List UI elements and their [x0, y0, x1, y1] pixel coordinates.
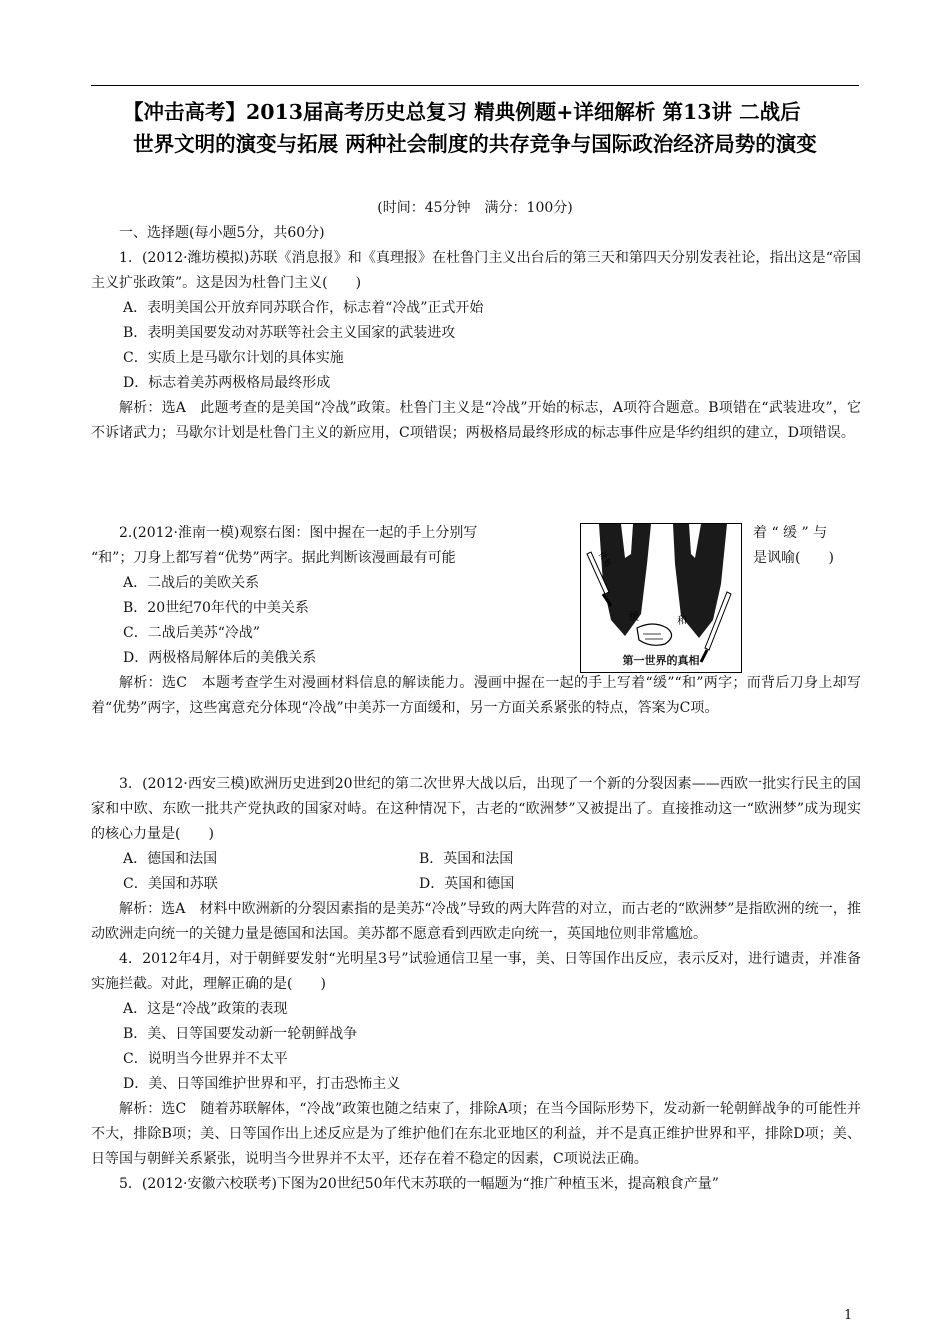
cartoon-image [580, 523, 742, 673]
question-3-option-b: B．英国和法国 [419, 851, 514, 867]
question-2-stem-line-1: 2.(2012·淮南一模)观察右图：图中握在一起的手上分别写 [119, 525, 478, 541]
question-2-option-d: D．两极格局解体后的美俄关系 [123, 650, 317, 666]
section-heading: 一、选择题(每小题5分，共60分) [119, 225, 325, 241]
question-2-stem-right-1: 着 “ 缓 ” 与 [753, 525, 828, 541]
question-3-5-block [91, 772, 861, 1197]
question-1-option-b: B．表明美国要发动对苏联等社会主义国家的武装进攻 [123, 325, 456, 341]
question-3-explanation: 解析：选A 材料中欧洲新的分裂因素指的是美苏“冷战”导致的两大阵营的对立，而古老的“欧洲梦”是指欧洲的统一，推动欧洲走向统一的关键力量是德国和法国。美苏都不愿意看到西欧走向统一，英国地位则非常尴尬。 [91, 901, 861, 942]
question-2-option-c: C．二战后美苏“冷战” [123, 625, 261, 641]
cartoon-caption: 第一世界的真相 [622, 654, 700, 667]
question-1-option-d: D．标志着美苏两极格局最终形成 [123, 375, 331, 391]
title-line-1: 【冲击高考】2013届高考历史总复习 精典例题+详细解析 第13讲 二战后 [123, 100, 801, 124]
question-2-block [91, 521, 861, 721]
question-2-stem-line-2: “和”；刀身上都写着“优势”两字。据此判断该漫画最有可能 [91, 550, 456, 566]
question-1-explanation: 解析：选A 此题考查的是美国“冷战”政策。杜鲁门主义是“冷战”开始的标志，A项符合题意。B项错在“武装进攻”，它不诉诸武力；马歇尔计划是杜鲁门主义的新应用，C项错误；两极格局最终形成的标志事件应是华约组织的建立，D项错误。 [91, 400, 861, 441]
question-4-explanation: 解析：选C 随着苏联解体，“冷战”政策也随之结束了，排除A项；在当今国际形势下，发动新一轮朝鲜战争的可能性并不大，排除B项；美、日等国作出上述反应是为了维护他们在东北亚地区的利益，并不是真正维护世界和平，排除D项；美、日等国与朝鲜关系紧张，说明当今世界并不太平，还存在着不稳定的因素，C项说法正确。 [91, 1101, 861, 1167]
question-3-stem: 3．(2012·西安三模)欧洲历史进到20世纪的第二次世界大战以后，出现了一个新的分裂因素——西欧一批实行民主的国家和中欧、东欧一批共产党执政的国家对峙。在这种情况下，古老的“欧洲梦”又被提出了。直接推动这一“欧洲梦”成为现实的核心力量是( ) [91, 776, 861, 842]
question-2-stem-right-2: 是讽喻( ) [753, 550, 834, 566]
title-line-2: 世界文明的演变与拓展 两种社会制度的共存竞争与国际政治经济局势的演变 [133, 132, 817, 156]
question-4-option-c: C．说明当今世界并不太平 [123, 1051, 288, 1067]
question-3-option-a: A．德国和法国 [123, 851, 218, 867]
page-number: 1 [844, 1308, 853, 1323]
question-1-stem: 1．(2012·潍坊模拟)苏联《消息报》和《真理报》在杜鲁门主义出台后的第三天和第四天分别发表社论，指出这是“帝国主义扩张政策”。这是因为杜鲁门主义( ) [91, 250, 861, 291]
question-1-option-c: C．实质上是马歇尔计划的具体实施 [123, 350, 344, 366]
question-3-options-row-1 [91, 847, 861, 872]
question-4-option-d: D．美、日等国维护世界和平，打击恐怖主义 [123, 1076, 401, 1092]
question-5-stem: 5．(2012·安徽六校联考)下图为20世纪50年代末苏联的一幅题为“推广种植玉米，提高粮食产量” [119, 1176, 719, 1192]
question-4-option-b: B．美、日等国要发动新一轮朝鲜战争 [123, 1026, 358, 1042]
document-title [91, 96, 859, 160]
cartoon-drawing [581, 524, 741, 672]
question-1-option-a: A．表明美国公开放弃同苏联合作，标志着“冷战”正式开始 [123, 300, 484, 316]
question-2-explanation: 解析：选C 本题考查学生对漫画材料信息的解读能力。漫画中握在一起的手上写着“缓”“和”两字；而背后刀身上却写着“优势”两字，这些寓意充分体现“冷战”中美苏一方面缓和，另一方面关系紧张的特点，答案为C项。 [91, 675, 861, 716]
cartoon-word-right: 和 [677, 616, 687, 627]
time-score-line: (时间：45分钟 满分：100分) [377, 200, 573, 216]
question-2-option-a: A．二战后的美欧关系 [123, 575, 260, 591]
header-rule [91, 85, 859, 86]
question-3-option-d: D．英国和德国 [419, 876, 515, 892]
question-3-option-c: C．美国和苏联 [123, 876, 218, 892]
question-4-option-a: A．这是“冷战”政策的表现 [123, 1001, 288, 1017]
question-1-block [91, 221, 861, 446]
cartoon-word-left: 缓 [629, 612, 639, 623]
question-3-options-row-2 [91, 872, 861, 897]
cartoon-word-knife: 优势 [596, 550, 613, 569]
question-4-stem: 4．2012年4月，对于朝鲜要发射“光明星3号”试验通信卫星一事，美、日等国作出反应，表示反对，进行谴责，并准备实施拦截。对此，理解正确的是( ) [91, 951, 861, 992]
question-2-option-b: B．20世纪70年代的中美关系 [123, 600, 309, 616]
